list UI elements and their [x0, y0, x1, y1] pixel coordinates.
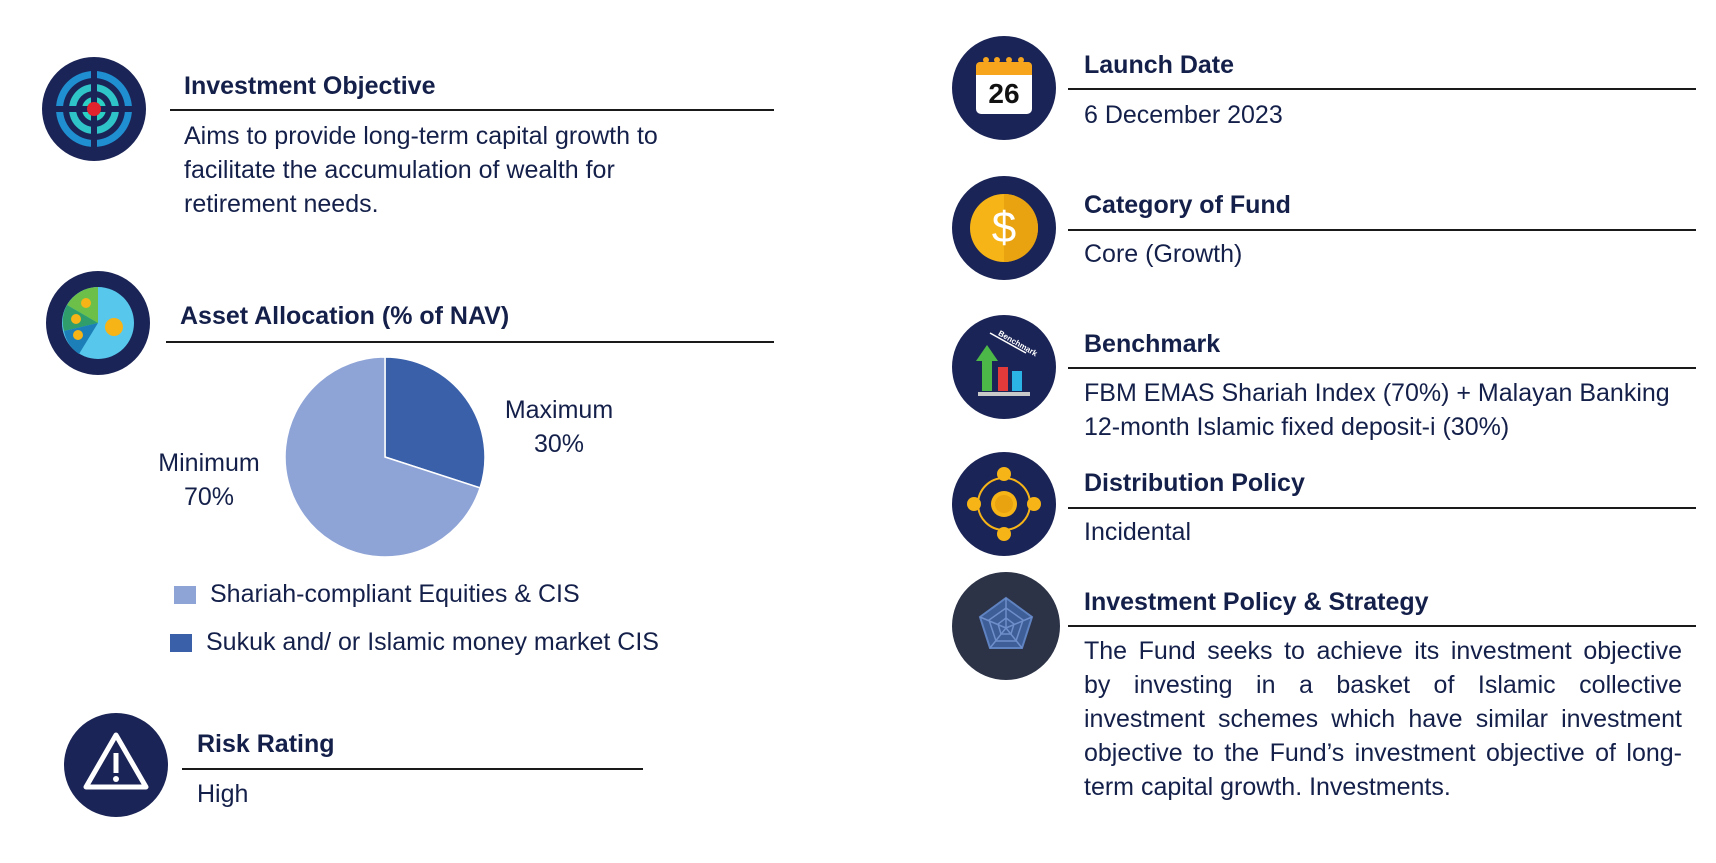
- legend-label: Sukuk and/ or Islamic money market CIS: [206, 628, 659, 656]
- divider: [1068, 88, 1696, 90]
- risk-rating-value: High: [197, 780, 249, 808]
- category-value: Core (Growth): [1084, 240, 1243, 268]
- distribution-value: Incidental: [1084, 518, 1192, 546]
- divider: [182, 768, 643, 770]
- legend-label: Shariah-compliant Equities & CIS: [210, 580, 580, 608]
- target-icon: [42, 57, 146, 161]
- investment-objective-text: Aims to provide long-term capital growth to facilitate the accumulation of wealth for retirement needs.: [184, 122, 658, 218]
- dollar-coin-icon: [952, 176, 1056, 280]
- calendar-day: 26: [988, 78, 1020, 109]
- radar-chart-icon: [952, 572, 1060, 680]
- divider: [1068, 507, 1696, 509]
- investment-objective-heading: Investment Objective: [184, 72, 436, 100]
- divider: [1068, 367, 1696, 369]
- pie-label-minimum-value: 70%: [183, 483, 235, 511]
- pie-label-maximum: [494, 393, 624, 461]
- risk-rating-heading: Risk Rating: [197, 730, 335, 758]
- distribution-heading: Distribution Policy: [1084, 469, 1305, 497]
- strategy-heading: Investment Policy & Strategy: [1084, 588, 1429, 616]
- benchmark-value: FBM EMAS Shariah Index (70%) + Malayan Banking 12-month Islamic fixed deposit-i (30%): [1084, 379, 1670, 441]
- divider: [166, 341, 774, 343]
- legend-swatch: [174, 586, 196, 604]
- warning-icon: [64, 713, 168, 817]
- legend-item-equities: [174, 580, 580, 609]
- divider: [1068, 625, 1696, 627]
- pie-chart-icon: [46, 271, 150, 375]
- benchmark-heading: Benchmark: [1084, 330, 1221, 358]
- legend-swatch: [170, 634, 192, 652]
- divider: [1068, 229, 1696, 231]
- benchmark-icon-label: Benchmark: [996, 328, 1039, 359]
- asset-allocation-pie-chart: [284, 356, 486, 558]
- benchmark-chart-icon: [952, 315, 1056, 419]
- calendar-icon: [952, 36, 1056, 140]
- category-heading: Category of Fund: [1084, 191, 1291, 219]
- divider: [170, 109, 774, 111]
- asset-allocation-heading: Asset Allocation (% of NAV): [180, 302, 510, 330]
- pie-label-minimum-text: Minimum: [158, 449, 260, 477]
- pie-label-minimum: [144, 446, 274, 514]
- pie-label-maximum-value: 30%: [533, 430, 585, 458]
- dollar-symbol: $: [991, 203, 1017, 252]
- strategy-value: The Fund seeks to achieve its investment objective by investing in a basket of Islamic collective investment schemes which have similar investment objective to the Fund’s investment objective of long-term capital growth. Investments.: [1084, 637, 1682, 801]
- distribution-coins-icon: [952, 452, 1056, 556]
- launch-date-heading: Launch Date: [1084, 51, 1235, 79]
- pie-label-maximum-text: Maximum: [504, 396, 614, 424]
- launch-date-value: 6 December 2023: [1084, 101, 1283, 129]
- legend-item-sukuk: [170, 628, 659, 657]
